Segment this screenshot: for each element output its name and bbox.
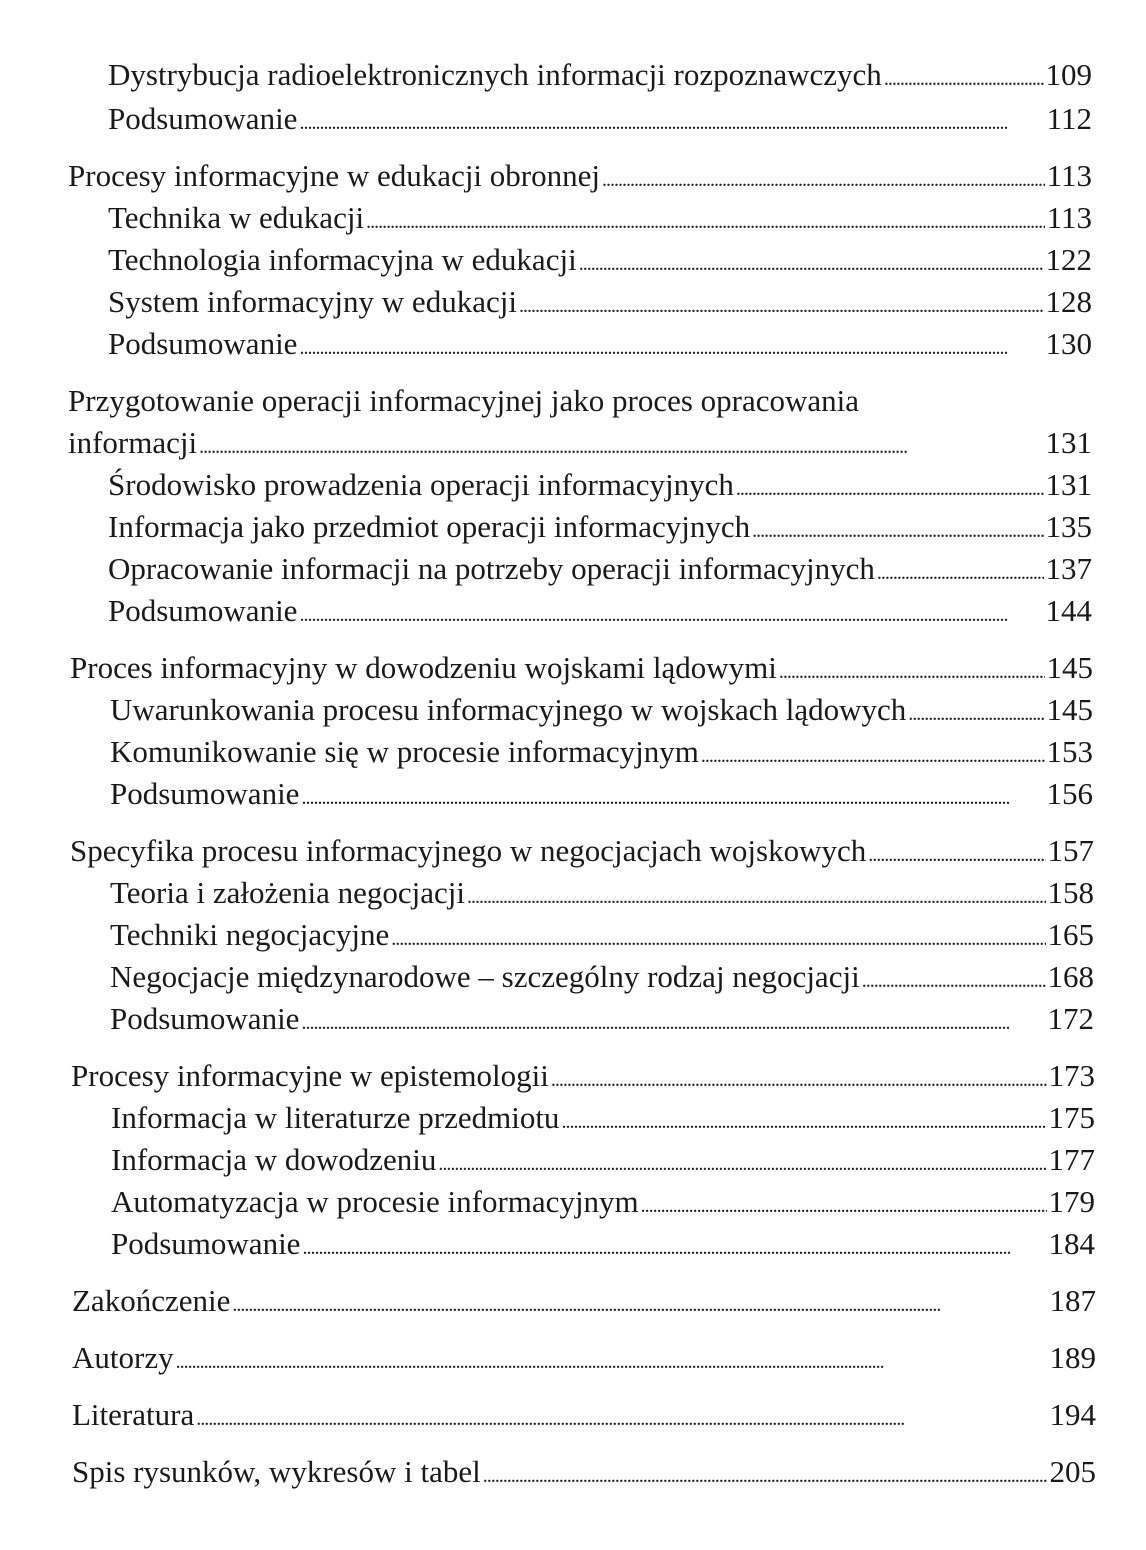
dot-leader (884, 55, 1044, 99)
toc-entry (111, 1098, 1095, 1138)
toc-entry-page: 157 (1047, 833, 1094, 868)
toc-entry-page: 131 (1045, 425, 1092, 460)
toc-entry-page: 145 (1046, 692, 1093, 727)
toc-entry-title: Procesy informacyjne w edukacji obronnej (68, 158, 600, 193)
dot-leader (602, 156, 1045, 200)
toc-entry-page: 122 (1045, 242, 1092, 277)
toc-entry-page: 179 (1048, 1184, 1095, 1219)
toc-entry-page: 156 (1046, 776, 1093, 811)
toc-entry-title: Komunikowanie się w procesie informacyjnym (110, 734, 699, 769)
toc-entry-page: 205 (1049, 1454, 1096, 1489)
dot-leader (302, 1224, 1046, 1268)
dot-leader (519, 282, 1044, 326)
toc-entry-page: 189 (1049, 1340, 1096, 1375)
toc-entry-title: Teoria i założenia negocjacji (110, 875, 465, 910)
toc-entry-title: Negocjacje międzynarodowe – szczególny rodzaj negocjacji (110, 959, 860, 994)
toc-entry (110, 915, 1094, 955)
toc-entry-title: Literatura (72, 1397, 195, 1432)
toc-entry (70, 831, 1094, 871)
toc-entry (110, 999, 1094, 1039)
toc-entry-page: 145 (1046, 650, 1093, 685)
dot-leader (301, 774, 1044, 818)
toc-entry-page: 175 (1048, 1100, 1095, 1135)
toc-entry (108, 99, 1092, 139)
dot-leader (561, 1098, 1046, 1142)
toc-entry (108, 324, 1092, 364)
toc-entry (108, 465, 1092, 505)
toc-entry (110, 957, 1094, 997)
toc-entry-page: 172 (1047, 1001, 1094, 1036)
dot-leader (779, 648, 1045, 692)
toc-entry-page: 177 (1048, 1142, 1095, 1177)
toc-entry-title: Dystrybucja radioelektronicznych informacji rozpoznawczych (108, 57, 882, 92)
toc-entry (72, 1395, 1096, 1435)
toc-entry-page: 144 (1045, 593, 1092, 628)
toc-entry-title: Techniki negocjacyjne (110, 917, 390, 952)
dot-leader (299, 99, 1044, 143)
toc-entry (110, 732, 1093, 772)
dot-leader (299, 324, 1043, 368)
toc-entry (111, 1182, 1095, 1222)
dot-leader (176, 1338, 1048, 1382)
toc-entry (108, 507, 1092, 547)
dot-leader (551, 1056, 1047, 1100)
dot-leader (199, 423, 1043, 467)
dot-leader (299, 591, 1043, 635)
toc-entry-page: 158 (1047, 875, 1094, 910)
toc-entry-page: 194 (1049, 1397, 1096, 1432)
toc-entry-title: Podsumowanie (108, 326, 298, 361)
toc-entry-page: 165 (1047, 917, 1094, 952)
toc-entry (110, 873, 1094, 913)
toc-entry (71, 1056, 1095, 1096)
toc-entry (72, 1338, 1096, 1378)
toc-entry (108, 198, 1092, 238)
toc-entry (108, 282, 1092, 322)
toc-entry (111, 1140, 1095, 1180)
dot-leader (232, 1281, 1047, 1325)
toc-entry-title: Informacja w dowodzeniu (111, 1142, 437, 1177)
toc-entry (108, 55, 1092, 95)
toc-entry-title: Podsumowanie (108, 101, 298, 136)
dot-leader (877, 549, 1044, 593)
toc-entry-page: 128 (1045, 284, 1092, 319)
dot-leader (736, 465, 1044, 509)
dot-leader (391, 915, 1045, 959)
toc-entry (108, 591, 1092, 631)
dot-leader (701, 732, 1045, 776)
dot-leader (641, 1182, 1047, 1226)
toc-entry-page: 112 (1046, 101, 1092, 136)
dot-leader (301, 999, 1045, 1043)
toc-entry-title: Uwarunkowania procesu informacyjnego w wojskach lądowych (110, 692, 907, 727)
toc-entry-title: Specyfika procesu informacyjnego w negocjacjach wojskowych (70, 833, 867, 868)
toc-entry-page: 153 (1046, 734, 1093, 769)
toc-entry-title: Technika w edukacji (108, 200, 365, 235)
toc-entry-page: 109 (1045, 57, 1092, 92)
toc-entry (68, 156, 1092, 196)
dot-leader (868, 831, 1045, 875)
dot-leader (862, 957, 1046, 1001)
toc-entry-title: Procesy informacyjne w epistemologii (71, 1058, 549, 1093)
toc-entry-page: 135 (1045, 509, 1092, 544)
toc-entry-title: Podsumowanie (110, 776, 300, 811)
dot-leader (752, 507, 1043, 551)
dot-leader (579, 240, 1044, 284)
toc-entry-page: 187 (1049, 1283, 1096, 1318)
toc-entry-page: 184 (1048, 1226, 1095, 1261)
toc-entry-page: 137 (1045, 551, 1092, 586)
toc-entry-title: Proces informacyjny w dowodzeniu wojskami lądowymi (70, 650, 777, 685)
toc-entry-page: 131 (1045, 467, 1092, 502)
toc-entry-title: Podsumowanie (110, 1001, 300, 1036)
toc-entry (70, 648, 1093, 688)
toc-entry-page: 168 (1047, 959, 1094, 994)
toc-entry (108, 549, 1092, 589)
toc-entry-title: informacji (68, 425, 198, 460)
toc-entry (68, 423, 1092, 463)
toc-entry-title: Informacja jako przedmiot operacji informacyjnych (108, 509, 751, 544)
toc-entry (72, 1281, 1096, 1321)
toc-entry-title: Automatyzacja w procesie informacyjnym (111, 1184, 639, 1219)
toc-entry-title: Spis rysunków, wykresów i tabel (72, 1454, 481, 1489)
toc-entry-title-line1: Przygotowanie operacji informacyjnej jako proces opracowania (68, 383, 860, 418)
toc-entry (111, 1224, 1095, 1264)
toc-entry (110, 690, 1093, 730)
toc-entry-title: Środowisko prowadzenia operacji informacyjnych (108, 467, 734, 502)
toc-entry-title: Technologia informacyjna w edukacji (108, 242, 577, 277)
toc-entry-title: Informacja w literaturze przedmiotu (111, 1100, 560, 1135)
toc-entry-title: Podsumowanie (111, 1226, 301, 1261)
dot-leader (196, 1395, 1047, 1439)
dot-leader (366, 198, 1045, 242)
toc-entry-title: Zakończenie (72, 1283, 231, 1318)
toc-entry-title: Autorzy (72, 1340, 174, 1375)
dot-leader (438, 1140, 1046, 1184)
toc-entry-page: 113 (1046, 200, 1092, 235)
toc-entry-title: Podsumowanie (108, 593, 298, 628)
toc-entry-page: 113 (1046, 158, 1092, 193)
toc-entry-page: 130 (1045, 326, 1092, 361)
toc-entry (110, 774, 1093, 814)
toc-entry-page: 173 (1048, 1058, 1095, 1093)
toc-entry-title: Opracowanie informacji na potrzeby operacji informacyjnych (108, 551, 875, 586)
toc-entry (108, 240, 1092, 280)
dot-leader (908, 690, 1044, 734)
dot-leader (467, 873, 1046, 917)
dot-leader (483, 1452, 1048, 1496)
toc-entry-title: System informacyjny w edukacji (108, 284, 517, 319)
toc-entry (72, 1452, 1096, 1492)
